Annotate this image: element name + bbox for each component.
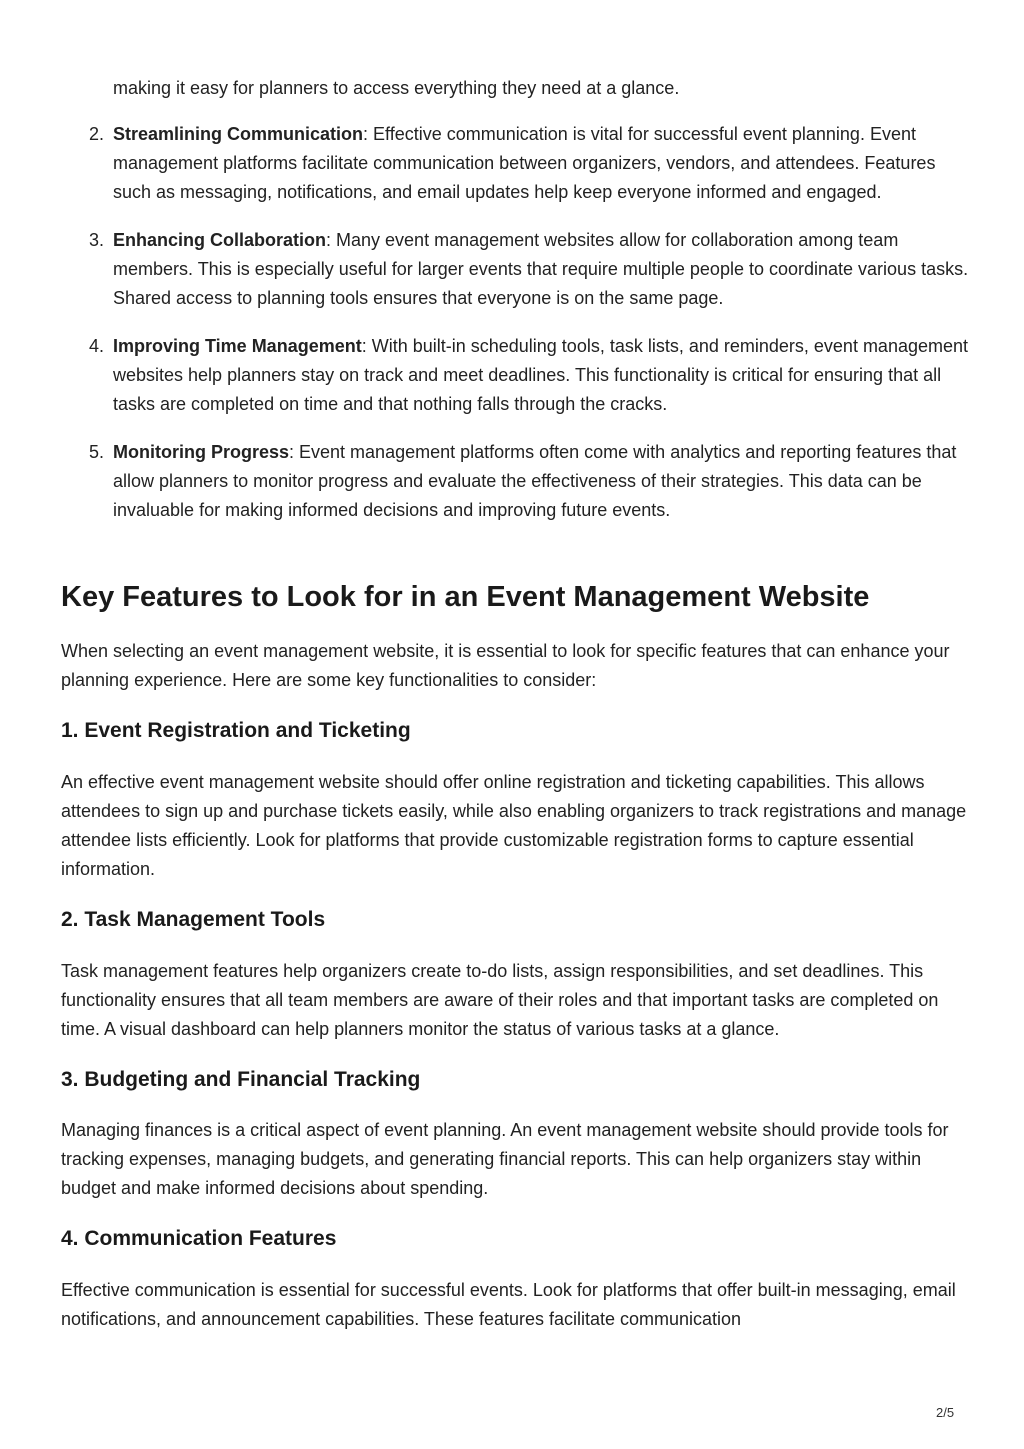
list-item <box>89 332 973 419</box>
feature-text: Managing finances is a critical aspect of event planning. An event management website should provide tools for tracking expenses, managing budgets, and generating financial reports. This can help organizers stay within budget and make informed decisions about spending. <box>61 1120 949 1198</box>
list-item-text: : Many event management websites allow for collaboration among team members. This is especially useful for larger events that require multiple people to coordinate various tasks. Shared access to planning tools ensures that everyone is on the same page. <box>113 230 969 308</box>
benefits-list <box>89 120 973 544</box>
feature-text: An effective event management website should offer online registration and ticketing capabilities. This allows attendees to sign up and purchase tickets easily, while also enabling organizers to track registrations and manage attendee lists efficiently. Look for platforms that provide customizable registration forms to capture essential information. <box>61 772 967 879</box>
section-intro: When selecting an event management website, it is essential to look for specific features that can enhance your planning experience. Here are some key functionalities to consider: <box>61 641 950 690</box>
feature-text: Effective communication is essential for successful events. Look for platforms that offer built-in messaging, email notifications, and announcement capabilities. These features facilitate communication <box>61 1280 956 1329</box>
list-item-text: : With built-in scheduling tools, task lists, and reminders, event management websites help planners stay on track and meet deadlines. This functionality is critical for ensuring that all tasks are completed on time and that nothing falls through the cracks. <box>113 336 969 414</box>
list-item-title: Monitoring Progress <box>113 442 290 462</box>
list-item <box>89 226 973 313</box>
feature-heading: 1. Event Registration and Ticketing <box>61 719 411 742</box>
continuation-text: making it easy for planners to access everything they need at a glance. <box>113 78 680 98</box>
list-item-text: : Effective communication is vital for successful event planning. Event management platforms facilitate communication between organizers, vendors, and attendees. Features such as messaging, notifications, and email updates help keep everyone informed and engaged. <box>113 124 936 202</box>
page-number: 2/5 <box>936 1405 955 1420</box>
list-item-title: Improving Time Management <box>113 336 362 356</box>
list-number: 4. <box>89 336 105 356</box>
feature-heading: 2. Task Management Tools <box>61 908 326 931</box>
list-item <box>89 120 973 207</box>
list-item-text: : Event management platforms often come with analytics and reporting features that allow planners to monitor progress and evaluate the effectiveness of their strategies. This data can be invaluable for making informed decisions and improving future events. <box>113 442 957 520</box>
list-item-title: Streamlining Communication <box>113 124 364 144</box>
list-item-title: Enhancing Collaboration <box>113 230 327 250</box>
feature-heading: 3. Budgeting and Financial Tracking <box>61 1068 421 1091</box>
list-item <box>89 438 973 525</box>
section-heading: Key Features to Look for in an Event Management Website <box>61 581 870 613</box>
feature-text: Task management features help organizers create to-do lists, assign responsibilities, and set deadlines. This functionality ensures that all team members are aware of their roles and that important tasks are completed on time. A visual dashboard can help planners monitor the status of various tasks at a glance. <box>61 961 939 1039</box>
list-number: 5. <box>89 442 105 462</box>
feature-heading: 4. Communication Features <box>61 1227 337 1250</box>
list-number: 3. <box>89 230 105 250</box>
list-number: 2. <box>89 124 105 144</box>
